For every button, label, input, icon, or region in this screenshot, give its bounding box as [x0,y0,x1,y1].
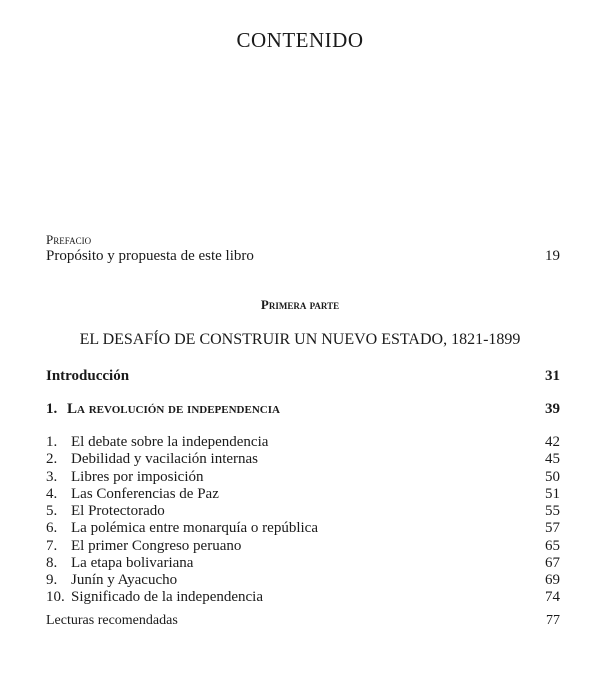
section-page: 51 [545,486,560,502]
toc-section [46,451,560,468]
toc-section [46,469,560,486]
toc-entry-page: 19 [545,248,560,264]
toc-entry-lecturas [46,613,560,629]
toc-chapter-1 [46,401,560,418]
section-label: Significado de la independencia [71,589,264,605]
section-label: El Protectorado [71,503,165,519]
toc-entry-page: 31 [545,368,560,384]
section-label: La etapa bolivariana [71,555,194,571]
section-number: 7. [46,538,58,554]
section-page: 57 [545,520,560,536]
section-label: El debate sobre la independencia [71,434,269,450]
toc-section [46,486,560,503]
part-label: Primera parte [260,297,340,312]
toc-section [46,555,560,572]
section-label: Libres por imposición [71,469,204,485]
section-number: 6. [46,520,58,536]
chapter-number: 1. [46,401,58,417]
toc-section [46,589,560,606]
chapter-label: La revolución de independencia [67,401,280,417]
toc-entry-introduccion [46,368,560,385]
part-title: EL DESAFÍO DE CONSTRUIR UN NUEVO ESTADO, 1821-1899 [79,331,521,348]
section-page: 55 [545,503,560,519]
section-label: Las Conferencias de Paz [71,486,219,502]
section-number: 2. [46,451,58,467]
section-number: 8. [46,555,58,571]
section-page: 74 [545,589,560,605]
section-label: Junín y Ayacucho [71,572,178,588]
section-label: Debilidad y vacilación internas [71,451,259,467]
toc-entry-prefacio [46,248,560,265]
section-page: 65 [545,538,560,554]
toc-entry-page: 77 [546,613,560,628]
toc-section [46,434,560,451]
toc-section [46,572,560,589]
section-label: La polémica entre monarquía o república [71,520,318,536]
toc-section [46,520,560,537]
section-page: 50 [545,469,560,485]
section-number: 10. [46,589,65,605]
section-label: El primer Congreso peruano [71,538,242,554]
section-page: 69 [545,572,560,588]
section-page: 67 [545,555,560,571]
section-page: 42 [545,434,560,450]
section-number: 5. [46,503,58,519]
toc-section [46,503,560,520]
section-number: 1. [46,434,58,450]
page-title: CONTENIDO [236,28,364,52]
section-number: 4. [46,486,58,502]
section-page: 45 [545,451,560,467]
toc-entry-label: Lecturas recomendadas [46,613,178,628]
chapter-page: 39 [545,401,560,417]
toc-entry-label: Introducción [46,368,130,384]
prefacio-heading: Prefacio [46,232,92,247]
section-number: 3. [46,469,58,485]
toc-section [46,538,560,555]
section-number: 9. [46,572,58,588]
toc-entry-label: Propósito y propuesta de este libro [46,248,254,264]
prefacio-heading-row [46,232,560,248]
